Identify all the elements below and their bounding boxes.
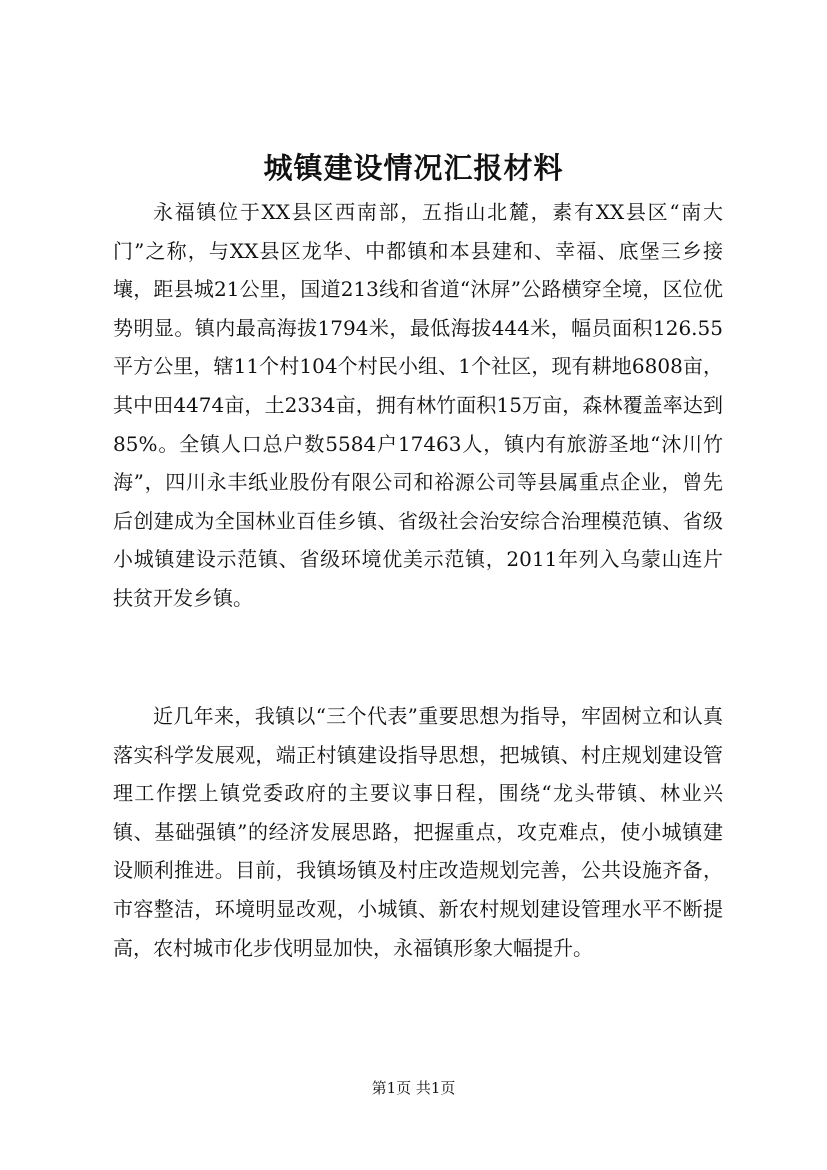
- paragraph-1: 永福镇位于XX县区西南部，五指山北麓，素有XX县区“南大门”之称，与XX县区龙华、中都镇和本县建和、幸福、底堡三乡接壤，距县城21公里，国道213线和省道“沐屏”公路横穿全境，区位优势明显。镇内最高海拔1794米，最低海拔444米，幅员面积126.55平方公里，辖11个村104个村民小组、1个社区，现有耕地6808亩，其中田4474亩，土2334亩，拥有林竹面积15万亩，森林覆盖率达到85%。全镇人口总户数5584户17463人，镇内有旅游圣地“沐川竹海”，四川永丰纸业股份有限公司和裕源公司等县属重点企业，曾先后创建成为全国林业百佳乡镇、省级社会治安综合治理模范镇、省级小城镇建设示范镇、省级环境优美示范镇，2011年列入乌蒙山连片扶贫开发乡镇。: [113, 200, 723, 610]
- page-footer: 第1页 共1页: [371, 1079, 456, 1097]
- paragraph-2: 近几年来，我镇以“三个代表”重要思想为指导，牢固树立和认真落实科学发展观，端正村镇建设指导思想，把城镇、村庄规划建设管理工作摆上镇党委政府的主要议事日程，围绕“龙头带镇、林业兴镇、基础强镇”的经济发展思路，把握重点，攻克难点，使小城镇建设顺利推进。目前，我镇场镇及村庄改造规划完善，公共设施齐备，市容整洁，环境明显改观，小城镇、新农村规划建设管理水平不断提高，农村城市化步伐明显加快，永福镇形象大幅提升。: [113, 704, 723, 960]
- document-title: 城镇建设情况汇报材料: [263, 151, 564, 185]
